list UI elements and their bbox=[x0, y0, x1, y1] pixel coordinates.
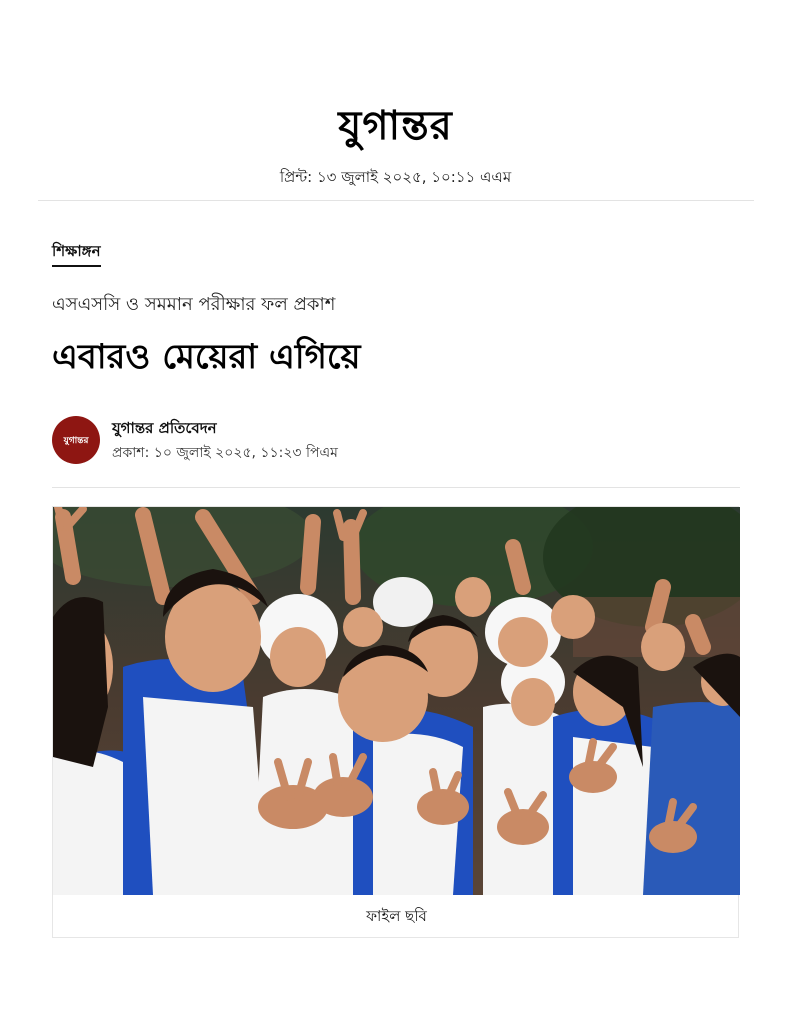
print-date: প্রিন্ট: ১৩ জুলাই ২০২৫, ১০:১১ এএম bbox=[279, 168, 512, 186]
article-photo bbox=[53, 507, 740, 895]
avatar-logo-text: যুগান্তর bbox=[63, 435, 89, 446]
image-caption: ফাইল ছবি bbox=[366, 907, 427, 925]
article-shoulder: এসএসসি ও সমমান পরীক্ষার ফল প্রকাশ bbox=[52, 294, 336, 315]
byline-divider bbox=[52, 487, 740, 488]
article-headline: এবারও মেয়েরা এগিয়ে bbox=[52, 337, 361, 377]
author-avatar bbox=[52, 416, 100, 464]
header-divider bbox=[38, 200, 754, 201]
masthead-logo[interactable]: যুগান্তর bbox=[338, 102, 453, 149]
category-label[interactable]: শিক্ষাঙ্গন bbox=[52, 240, 101, 267]
article-figure bbox=[52, 506, 739, 938]
author-name[interactable]: যুগান্তর প্রতিবেদন bbox=[112, 419, 217, 437]
published-date: প্রকাশ: ১০ জুলাই ২০২৫, ১১:২৩ পিএম bbox=[112, 445, 338, 461]
students-celebrating-photo bbox=[53, 507, 740, 895]
